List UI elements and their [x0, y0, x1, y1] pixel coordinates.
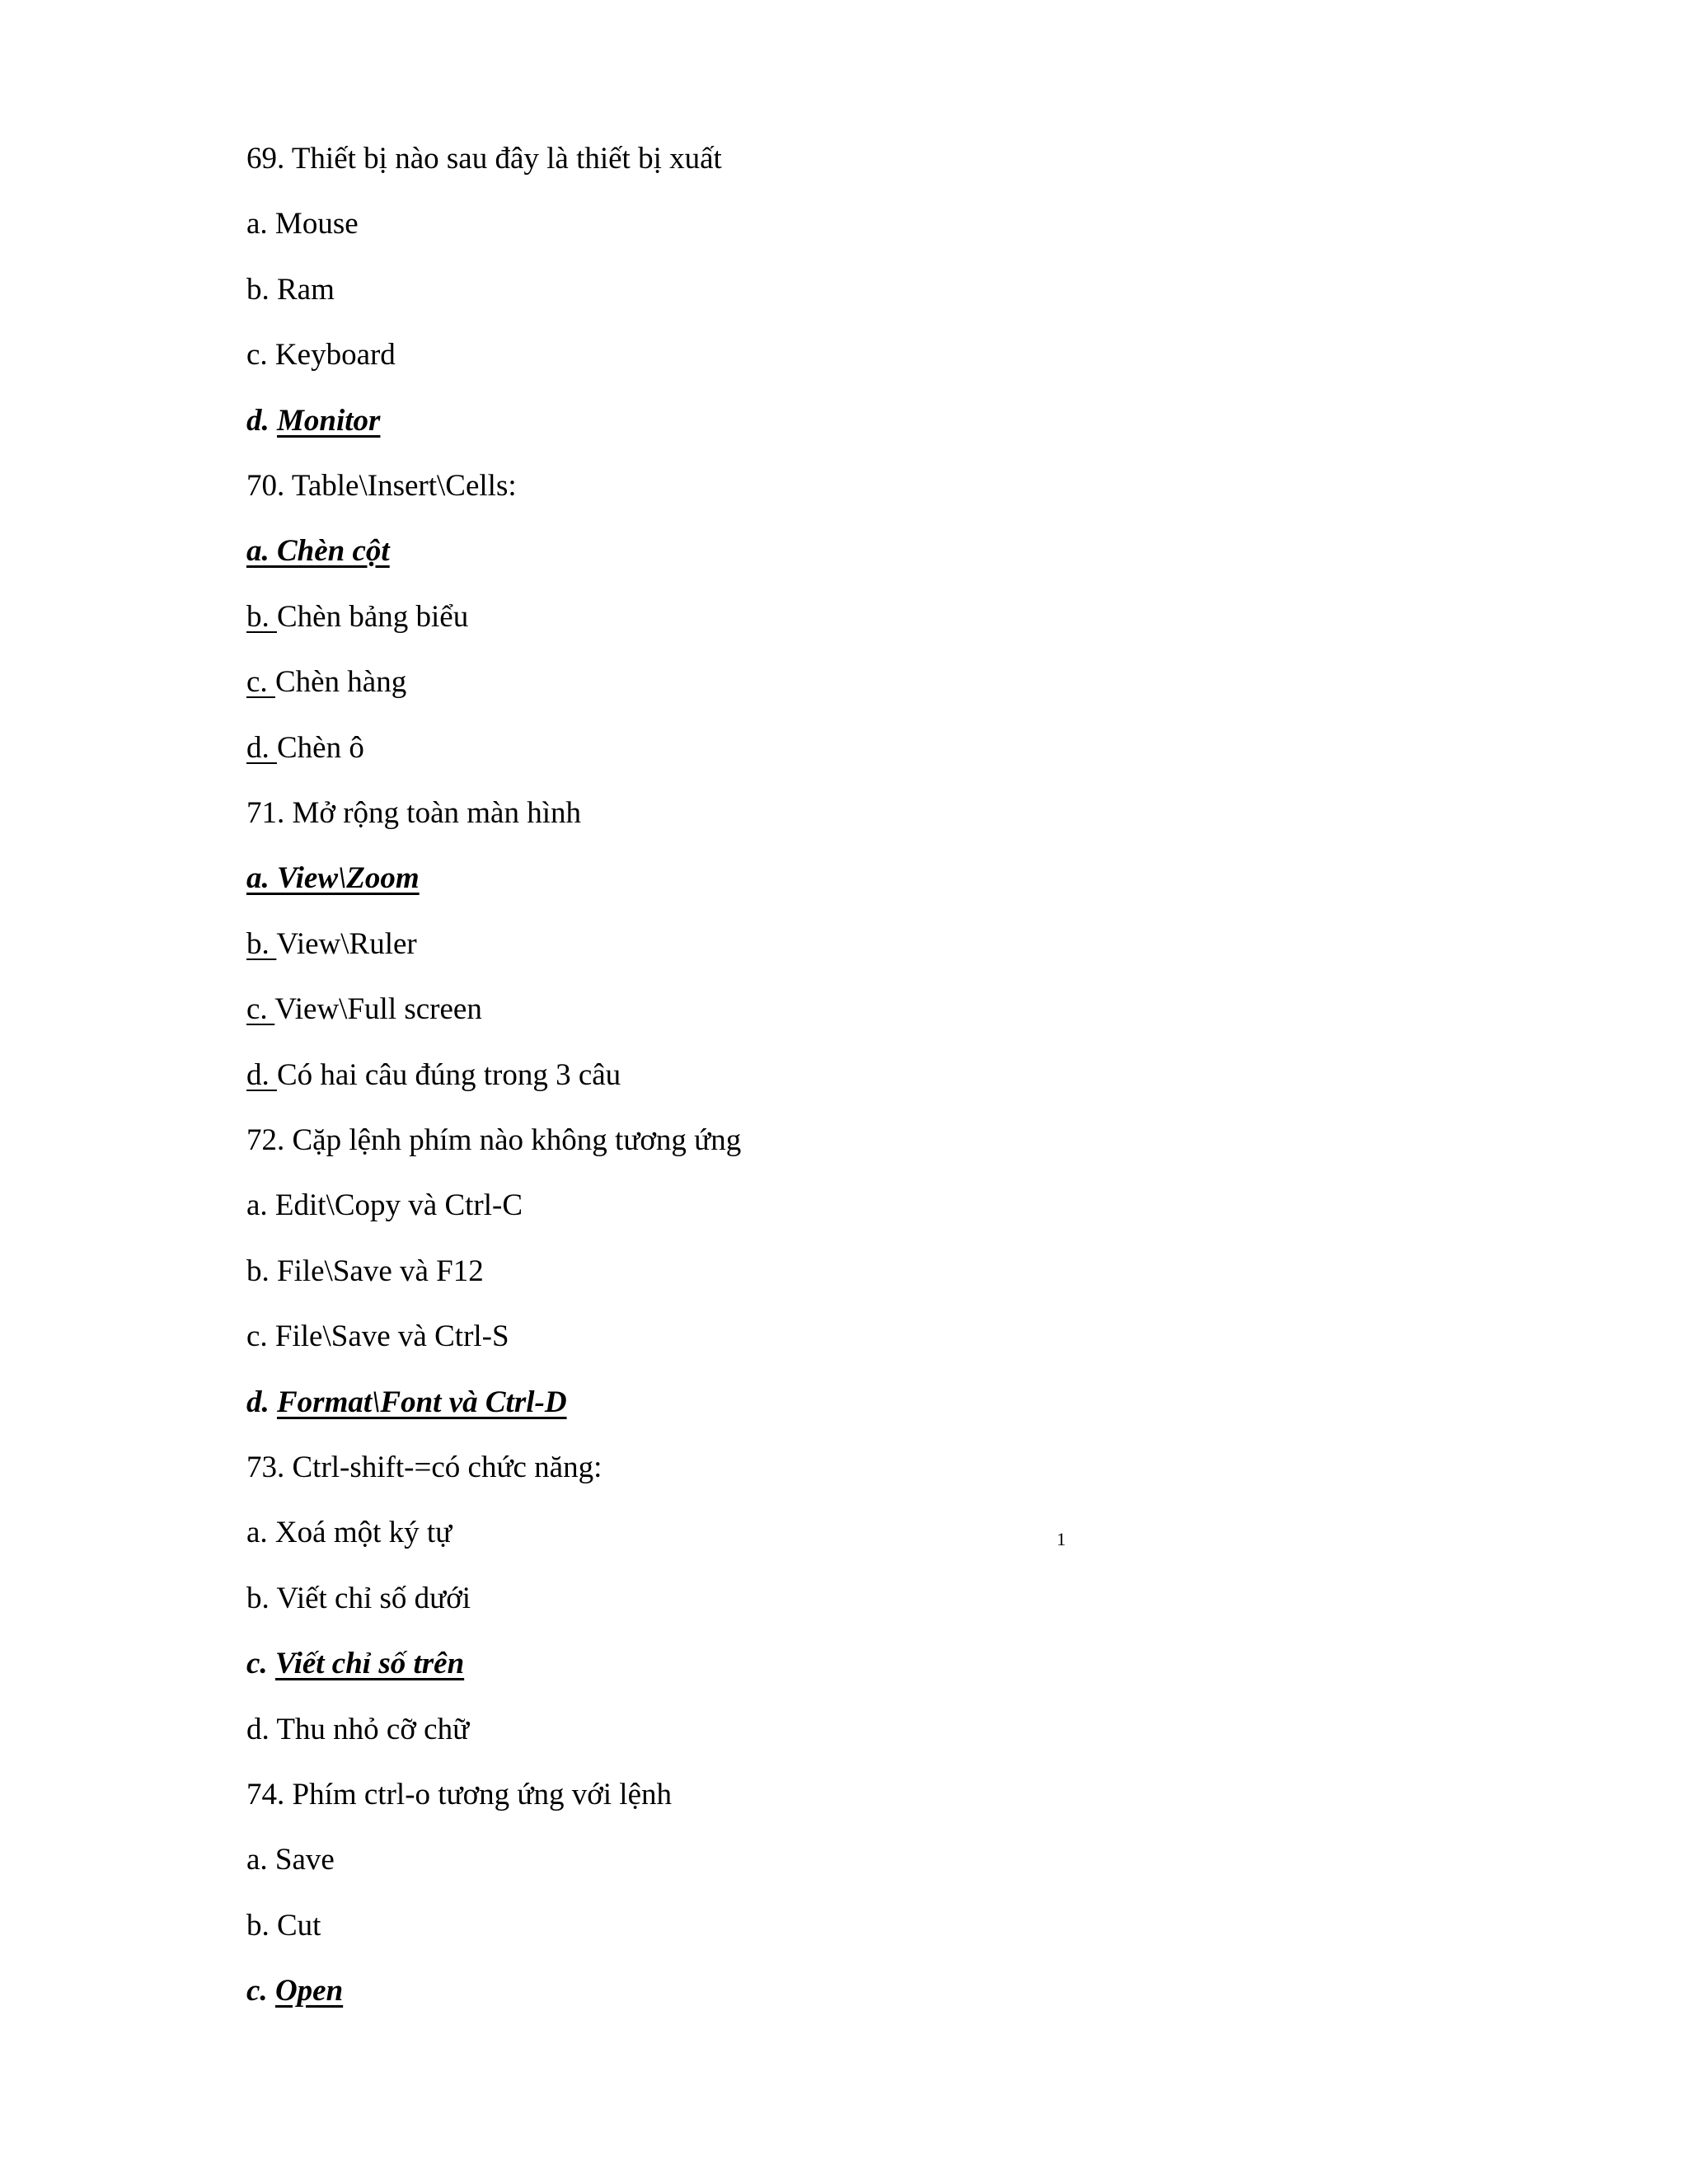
document-line	[246, 1840, 335, 1880]
answer-text: View\Full screen	[274, 992, 482, 1026]
document-line	[246, 1317, 509, 1357]
document-line	[246, 1252, 484, 1291]
line-text: 74. Phím ctrl-o tương ứng với lệnh	[246, 1778, 673, 1811]
document-line	[246, 1579, 471, 1619]
page-number: 1	[1057, 1529, 1066, 1549]
answer-prefix: d.	[246, 1385, 277, 1419]
document-line	[246, 1448, 602, 1488]
document-line	[246, 663, 406, 702]
line-text: 70. Table\Insert\Cells:	[246, 469, 517, 503]
document-line	[246, 598, 468, 637]
line-text: c. Keyboard	[246, 338, 396, 372]
line-text: d. Thu nhỏ cỡ chữ	[246, 1713, 470, 1746]
document-line	[246, 729, 364, 768]
line-text: b. Ram	[246, 273, 335, 307]
answer-prefix: d.	[246, 404, 277, 438]
answer-prefix: c.	[246, 1974, 275, 2008]
answer-text: Chèn ô	[277, 731, 364, 765]
document-line	[246, 270, 335, 310]
correct-answer-text: a. Chèn cột	[246, 534, 390, 568]
answer-prefix: b.	[246, 600, 277, 634]
correct-answer-text: Format\Font và Ctrl-D	[277, 1385, 567, 1419]
line-text: a. Edit\Copy và Ctrl-C	[246, 1188, 523, 1222]
document-line	[246, 1383, 567, 1422]
document-line	[246, 1906, 321, 1946]
answer-prefix: d.	[246, 731, 277, 765]
answer-prefix: b.	[246, 927, 277, 961]
line-text: 71. Mở rộng toàn màn hình	[246, 796, 581, 830]
document-line	[246, 335, 396, 375]
answer-prefix: c.	[246, 665, 275, 699]
answer-text: View\Ruler	[276, 927, 417, 961]
document-line	[246, 925, 417, 964]
document-line	[246, 1775, 672, 1815]
answer-text: Chèn hàng	[274, 665, 407, 699]
answer-text: Chèn bảng biểu	[277, 600, 469, 634]
line-text: a. Xoá một ký tự	[246, 1516, 452, 1549]
document-line	[246, 1121, 741, 1160]
line-text: b. Cut	[246, 1909, 321, 1943]
document-line	[246, 532, 390, 571]
document-line	[246, 990, 482, 1029]
answer-prefix: d.	[246, 1058, 277, 1092]
line-text: a. Mouse	[246, 207, 359, 241]
document-line	[246, 466, 517, 506]
correct-answer-text: Open	[274, 1974, 344, 2008]
document-line	[246, 1971, 343, 2011]
document-line	[246, 204, 359, 244]
line-text: b. File\Save và F12	[246, 1254, 484, 1288]
answer-prefix: c.	[246, 1647, 275, 1680]
document-line	[246, 1513, 452, 1553]
answer-prefix: c.	[246, 992, 275, 1026]
line-text: b. Viết chỉ số dưới	[246, 1582, 471, 1615]
correct-answer-text: Monitor	[277, 404, 381, 438]
document-line	[246, 401, 380, 441]
correct-answer-text: a. View\Zoom	[246, 861, 420, 895]
document-line	[246, 859, 420, 898]
answer-text: Có hai câu đúng trong 3 câu	[277, 1058, 621, 1092]
line-text: 73. Ctrl-shift-=có chức năng:	[246, 1451, 603, 1484]
document-line	[246, 1186, 523, 1226]
line-text: c. File\Save và Ctrl-S	[246, 1319, 509, 1353]
line-text: a. Save	[246, 1843, 335, 1877]
document-line	[246, 794, 581, 833]
line-text: 72. Cặp lệnh phím nào không tương ứng	[246, 1123, 742, 1157]
document-line	[246, 1056, 621, 1095]
correct-answer-text: Viết chỉ số trên	[274, 1647, 465, 1680]
line-text: 69. Thiết bị nào sau đây là thiết bị xuất	[246, 142, 722, 176]
document-line	[246, 139, 722, 179]
document-line	[246, 1710, 469, 1750]
document-line	[246, 1644, 464, 1684]
